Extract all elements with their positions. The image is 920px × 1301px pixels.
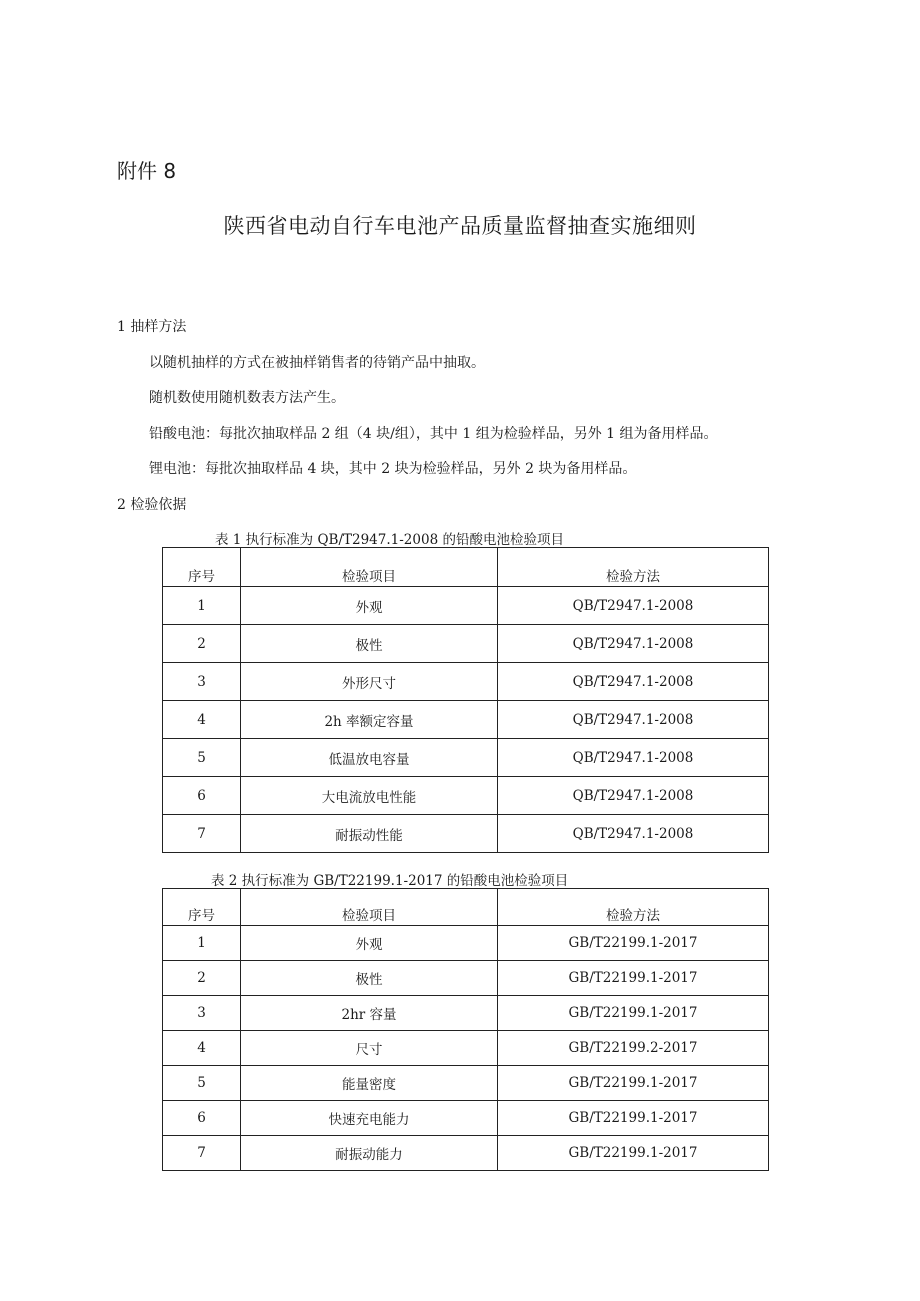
cell-method: GB/T22199.1-2017 xyxy=(498,961,769,996)
table-row xyxy=(163,1031,769,1066)
cell-item: 快速充电能力 xyxy=(241,1101,498,1136)
header-index: 序号 xyxy=(163,889,241,926)
header-item: 检验项目 xyxy=(241,889,498,926)
cell-index: 7 xyxy=(163,1136,241,1171)
cell-item: 极性 xyxy=(241,961,498,996)
table-row xyxy=(163,996,769,1031)
table-row xyxy=(163,663,769,701)
cell-index: 4 xyxy=(163,1031,241,1066)
document-title: 陕西省电动自行车电池产品质量监督抽查实施细则 xyxy=(223,214,697,238)
section-2-heading: 2 检验依据 xyxy=(117,497,187,513)
cell-method: GB/T22199.1-2017 xyxy=(498,926,769,961)
header-method: 检验方法 xyxy=(498,889,769,926)
paragraph-lithium: 锂电池：每批次抽取样品 4 块，其中 2 块为检验样品，另外 2 块为备用样品。 xyxy=(149,461,637,477)
cell-index: 7 xyxy=(163,815,241,853)
cell-method: GB/T22199.1-2017 xyxy=(498,1101,769,1136)
cell-index: 3 xyxy=(163,663,241,701)
cell-item: 大电流放电性能 xyxy=(241,777,498,815)
cell-index: 5 xyxy=(163,739,241,777)
table-row xyxy=(163,815,769,853)
table-row xyxy=(163,701,769,739)
cell-item: 低温放电容量 xyxy=(241,739,498,777)
cell-item: 耐振动能力 xyxy=(241,1136,498,1171)
header-index: 序号 xyxy=(163,548,241,587)
cell-index: 6 xyxy=(163,777,241,815)
cell-method: QB/T2947.1-2008 xyxy=(498,777,769,815)
section-1-heading: 1 抽样方法 xyxy=(117,319,187,335)
cell-item: 能量密度 xyxy=(241,1066,498,1101)
cell-index: 6 xyxy=(163,1101,241,1136)
cell-index: 2 xyxy=(163,961,241,996)
table-row xyxy=(163,739,769,777)
cell-item: 2hr 容量 xyxy=(241,996,498,1031)
cell-item: 外形尺寸 xyxy=(241,663,498,701)
cell-method: QB/T2947.1-2008 xyxy=(498,739,769,777)
cell-item: 外观 xyxy=(241,926,498,961)
cell-method: QB/T2947.1-2008 xyxy=(498,625,769,663)
cell-method: GB/T22199.1-2017 xyxy=(498,1066,769,1101)
table-row xyxy=(163,777,769,815)
cell-method: GB/T22199.2-2017 xyxy=(498,1031,769,1066)
cell-method: QB/T2947.1-2008 xyxy=(498,587,769,625)
table-row xyxy=(163,961,769,996)
table-2-caption: 表 2 执行标准为 GB/T22199.1-2017 的铅酸电池检验项目 xyxy=(211,873,569,889)
table-row xyxy=(163,1136,769,1171)
table-row xyxy=(163,625,769,663)
table-2 xyxy=(162,888,769,1171)
table-1-caption: 表 1 执行标准为 QB/T2947.1-2008 的铅酸电池检验项目 xyxy=(215,532,564,548)
table-row xyxy=(163,587,769,625)
cell-index: 1 xyxy=(163,926,241,961)
cell-index: 2 xyxy=(163,625,241,663)
table-header-row xyxy=(163,889,769,926)
cell-index: 1 xyxy=(163,587,241,625)
cell-method: GB/T22199.1-2017 xyxy=(498,996,769,1031)
table-header-row xyxy=(163,548,769,587)
header-method: 检验方法 xyxy=(498,548,769,587)
paragraph-sampling-method: 以随机抽样的方式在被抽样销售者的待销产品中抽取。 xyxy=(149,355,485,371)
cell-index: 4 xyxy=(163,701,241,739)
cell-method: QB/T2947.1-2008 xyxy=(498,663,769,701)
cell-index: 3 xyxy=(163,996,241,1031)
header-item: 检验项目 xyxy=(241,548,498,587)
table-row xyxy=(163,926,769,961)
cell-index: 5 xyxy=(163,1066,241,1101)
table-row xyxy=(163,1101,769,1136)
table-row xyxy=(163,1066,769,1101)
cell-method: GB/T22199.1-2017 xyxy=(498,1136,769,1171)
paragraph-lead-acid: 铅酸电池：每批次抽取样品 2 组（4 块/组），其中 1 组为检验样品，另外 1 组为备用样品。 xyxy=(149,426,718,442)
cell-method: QB/T2947.1-2008 xyxy=(498,701,769,739)
cell-item: 尺寸 xyxy=(241,1031,498,1066)
attachment-label: 附件 8 xyxy=(117,159,177,183)
table-1 xyxy=(162,547,769,853)
cell-item: 2h 率额定容量 xyxy=(241,701,498,739)
cell-item: 外观 xyxy=(241,587,498,625)
cell-item: 极性 xyxy=(241,625,498,663)
cell-item: 耐振动性能 xyxy=(241,815,498,853)
paragraph-random-number: 随机数使用随机数表方法产生。 xyxy=(149,390,345,406)
cell-method: QB/T2947.1-2008 xyxy=(498,815,769,853)
